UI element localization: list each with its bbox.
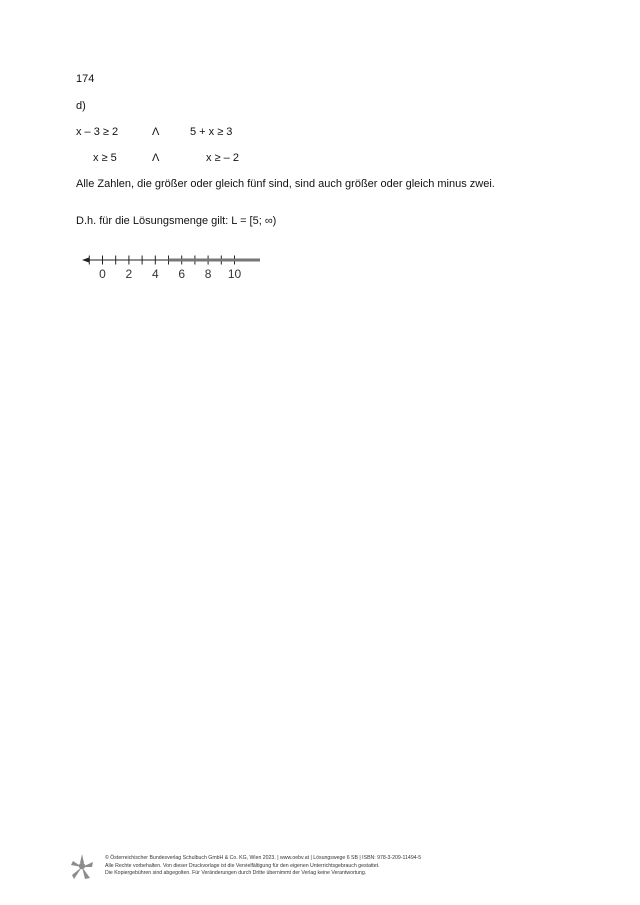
logical-and-2: Λ	[152, 152, 160, 164]
inequality-1-left: x – 3 ≥ 2	[76, 126, 119, 138]
number-line	[78, 248, 268, 286]
inequality-2-left: 5 + x ≥ 3	[190, 126, 233, 138]
number-line-label: 10	[227, 267, 242, 281]
page-number: 174	[76, 73, 95, 85]
number-line-arrow-icon	[82, 258, 89, 263]
number-line-label: 4	[151, 267, 159, 281]
footer-copyright: © Österreichischer Bundesverlag Schulbuch GmbH & Co. KG, Wien 2023. | www.oebv.at | Lösungswege 6 SB | ISBN: 978-3-209-11494-5	[105, 855, 422, 861]
footer-rights: Alle Rechte vorbehalten. Von dieser Druckvorlage ist die Vervielfältigung für den eigenen Unterrichtsgebrauch gestattet.	[105, 862, 380, 869]
footer	[105, 855, 421, 878]
number-line-label: 0	[99, 267, 106, 281]
footer-disclaimer: Die Kopiergebühren sind abgegolten. Für Veränderungen durch Dritte übernimmt der Verlag keine Verantwortung.	[105, 870, 367, 876]
logical-and-1: Λ	[152, 126, 160, 138]
inequality-2-result: x ≥ – 2	[206, 152, 239, 164]
number-line-label: 6	[178, 267, 186, 281]
number-line-label: 2	[125, 267, 133, 281]
number-line-label: 8	[204, 267, 212, 281]
inequality-1-result: x ≥ 5	[93, 152, 117, 164]
explanation-text: Alle Zahlen, die größer oder gleich fünf sind, sind auch größer oder gleich minus zwei.	[76, 178, 495, 190]
oebv-star-logo-icon	[70, 853, 94, 881]
solution-set-text: D.h. für die Lösungsmenge gilt: L = [5; ∞)	[76, 215, 277, 227]
section-label: d)	[76, 100, 86, 112]
